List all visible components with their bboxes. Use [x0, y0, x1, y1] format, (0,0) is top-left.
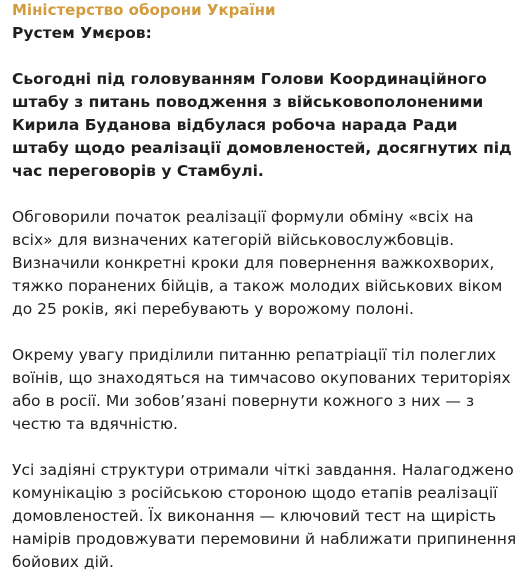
message-body — [12, 22, 518, 574]
message-paragraph: Окрему увагу приділили питанню репатріації тіл полеглих воїнів, що знаходяться на тимчасово окупованих територіях або в росії. Ми зобов’язані повернути кожного з них — з честю та вдячністю. — [12, 346, 511, 433]
channel-name[interactable]: Міністерство оборони України — [12, 1, 276, 19]
message-paragraph: Обговорили початок реалізації формули обміну «всіх на всіх» для визначених категорій військовослужбовців. Визначили конкретні кроки для повернення важкохворих, тяжко поранених бійців, а також молодих військових віком до 25 років, які перебувають у ворожому полоні. — [12, 208, 503, 318]
message-lead-paragraph: Сьогодні під головуванням Голови Координаційного штабу з питань поводження з військовополоненими Кирила Буданова відбулася робоча нарада Ради штабу щодо реалізації домовленостей, досягнутих під час переговорів у Стамбулі. — [12, 70, 512, 180]
message-author: Рустем Умєров: — [12, 24, 152, 42]
message-paragraph: Усі задіяні структури отримали чіткі завдання. Налагоджено комунікацію з російською стороною щодо етапів реалізації домовленостей. Їх виконання — ключовий тест на щирість намірів продовжувати перемовини й наближати припинення бойових дій. — [12, 461, 517, 571]
